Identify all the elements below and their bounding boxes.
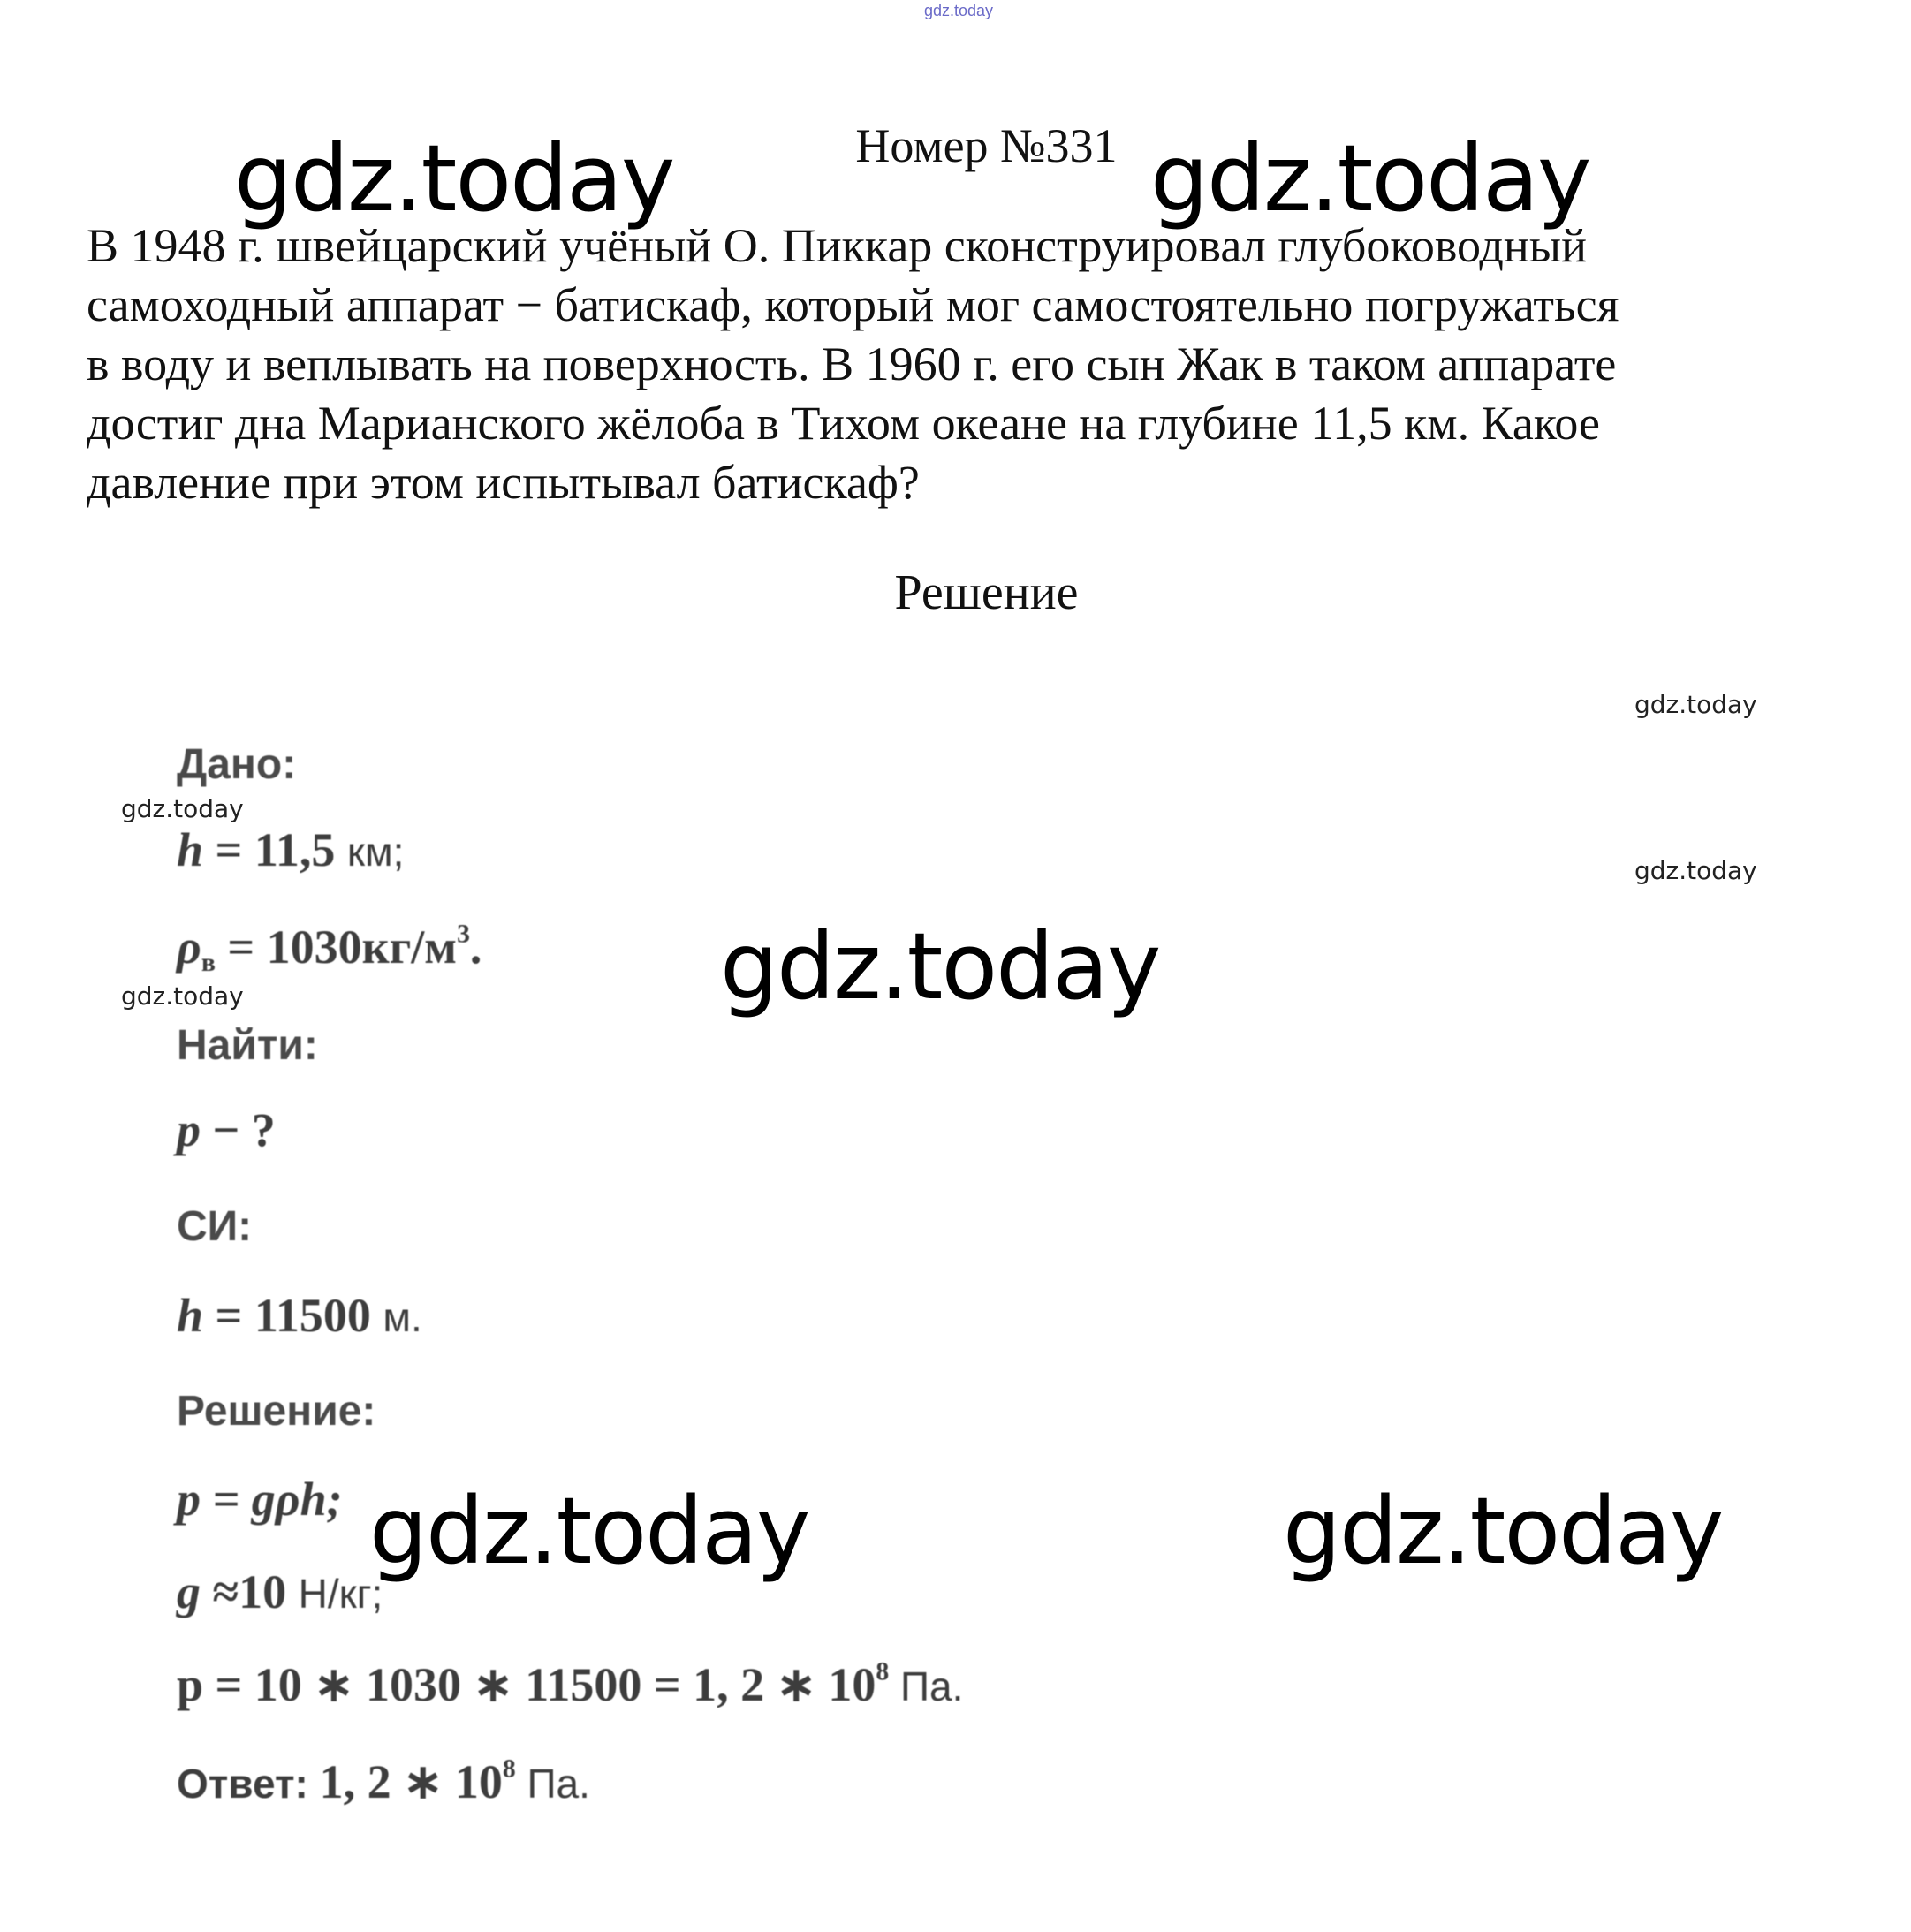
watermark-small-right-2: gdz.today: [1634, 856, 1757, 885]
gravity-value: g ≈10 Н/кг;: [177, 1565, 383, 1618]
problem-line: давление при этом испытывал батискаф?: [87, 456, 920, 509]
task-title: Номер №331: [855, 119, 1118, 172]
watermark-small-left-1: gdz.today: [121, 794, 244, 823]
si-label: СИ:: [177, 1203, 253, 1250]
watermark-top-right: gdz.today: [1150, 125, 1590, 232]
watermark-bottom-right: gdz.today: [1283, 1477, 1723, 1585]
pressure-formula: p = gρh;: [177, 1473, 343, 1526]
given-label: Дано:: [177, 741, 297, 788]
watermark-bottom-left: gdz.today: [369, 1477, 809, 1585]
header-watermark-link[interactable]: gdz.today: [924, 2, 994, 19]
problem-line: достиг дна Марианского жёлоба в Тихом океане на глубине 11,5 км. Какое: [87, 397, 1600, 450]
watermark-middle: gdz.today: [720, 913, 1160, 1020]
problem-line: в воду и веплывать на поверхность. В 1960 г. его сын Жак в таком аппарате: [87, 337, 1617, 390]
solve-label: Решение:: [177, 1388, 376, 1435]
si-depth: h = 11500 м.: [177, 1289, 422, 1342]
watermark-top-left: gdz.today: [234, 125, 674, 232]
problem-line: самоходный аппарат − батискаф, который мог самостоятельно погружаться: [87, 278, 1619, 331]
solution-heading: Решение: [894, 565, 1079, 620]
given-density: $\rho_в = 1030кг/м^3$.: [177, 920, 482, 977]
given-depth: h = 11,5 км;: [177, 823, 405, 876]
watermark-small-left-2: gdz.today: [121, 981, 244, 1011]
find-pressure: p − ?: [177, 1103, 276, 1156]
find-label: Найти:: [177, 1022, 318, 1069]
pressure-calculation: p = 10 ∗ 1030 ∗ 11500 = 1, 2 ∗ $10^8$ Па.: [177, 1657, 964, 1711]
problem-text: [87, 216, 1836, 512]
watermark-small-right-1: gdz.today: [1634, 690, 1757, 719]
answer: Ответ: 1, 2 ∗ $10^8$ Па.: [177, 1754, 590, 1808]
problem-line: В 1948 г. швейцарский учёный О. Пиккар сконструировал глубоководный: [87, 219, 1587, 272]
